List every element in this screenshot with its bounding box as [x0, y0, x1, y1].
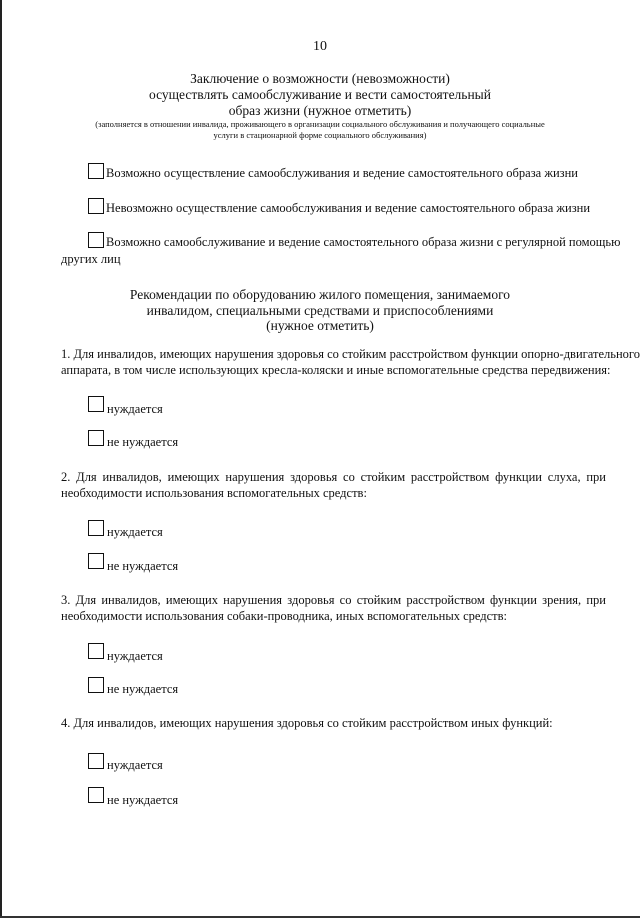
section-3-line-1: 3. Для инвалидов, имеющих нарушения здоровья со стойким расстройством функции зрения, при: [61, 593, 606, 607]
section-3-text: [61, 592, 606, 624]
section-2-text: [61, 469, 606, 501]
option-with-help-label: Возможно самообслуживание и ведение самостоятельного образа жизни с регулярной помощью: [106, 235, 621, 249]
page-number: 10: [313, 39, 327, 54]
section-4-not-needs-label: не нуждается: [107, 793, 179, 807]
section-2-not-needs-checkbox[interactable]: [88, 553, 104, 569]
recommendations-title-line-3: (нужное отметить): [266, 318, 374, 333]
option-impossible-label: Невозможно осуществление самообслуживания и ведение самостоятельного образа жизни: [106, 201, 591, 215]
section-2-line-2: необходимости использования вспомогательных средств:: [61, 486, 367, 500]
section-4-needs-checkbox[interactable]: [88, 753, 104, 769]
section-1-not-needs-checkbox[interactable]: [88, 430, 104, 446]
section-3-needs-checkbox[interactable]: [88, 643, 104, 659]
section-1-needs-checkbox[interactable]: [88, 396, 104, 412]
option-possible-label: Возможно осуществление самообслуживания и ведение самостоятельного образа жизни: [106, 166, 578, 180]
conclusion-note-line-1: (заполняется в отношении инвалида, проживающего в организации социального обслуживания и получающего социальные: [95, 119, 545, 129]
section-3-line-2: необходимости использования собаки-проводника, иных вспомогательных средств:: [61, 609, 508, 623]
recommendations-title-line-2: инвалидом, специальными средствами и приспособлениями: [146, 303, 494, 318]
conclusion-title-line-1: Заключение о возможности (невозможности): [190, 71, 450, 86]
option-with-help-label-continued: других лиц: [61, 252, 121, 266]
section-3-not-needs-label: не нуждается: [107, 682, 179, 696]
section-3-not-needs-checkbox[interactable]: [88, 677, 104, 693]
section-2-needs-checkbox[interactable]: [88, 520, 104, 536]
section-1-not-needs-label: не нуждается: [107, 435, 179, 449]
section-1-needs-label: нуждается: [107, 402, 163, 416]
section-4-text: [61, 715, 606, 731]
section-2-not-needs-label: не нуждается: [107, 559, 179, 573]
section-3-needs-label: нуждается: [107, 649, 163, 663]
section-1-line-2: аппарата, в том числе использующих кресла-коляски и иные вспомогательные средства передвижения:: [61, 363, 611, 377]
conclusion-note-line-2: услуги в стационарной форме социального обслуживания): [213, 130, 427, 140]
section-2-needs-label: нуждается: [107, 525, 163, 539]
option-with-help-checkbox[interactable]: [88, 232, 104, 248]
option-possible-checkbox[interactable]: [88, 163, 104, 179]
section-4-not-needs-checkbox[interactable]: [88, 787, 104, 803]
recommendations-title-line-1: Рекомендации по оборудованию жилого помещения, занимаемого: [129, 287, 511, 302]
section-4-line-1: 4. Для инвалидов, имеющих нарушения здоровья со стойким расстройством иных функций:: [61, 716, 553, 730]
conclusion-title-line-3: образ жизни (нужное отметить): [228, 103, 412, 118]
option-impossible-checkbox[interactable]: [88, 198, 104, 214]
section-4-needs-label: нуждается: [107, 758, 163, 772]
section-1-line-1: 1. Для инвалидов, имеющих нарушения здоровья со стойким расстройством функции опорно-двигательного: [61, 347, 640, 361]
section-2-line-1: 2. Для инвалидов, имеющих нарушения здоровья со стойким расстройством функции слуха, при: [61, 470, 606, 484]
section-1-text: [61, 346, 640, 378]
conclusion-title-line-2: осуществлять самообслуживание и вести самостоятельный: [149, 87, 491, 102]
